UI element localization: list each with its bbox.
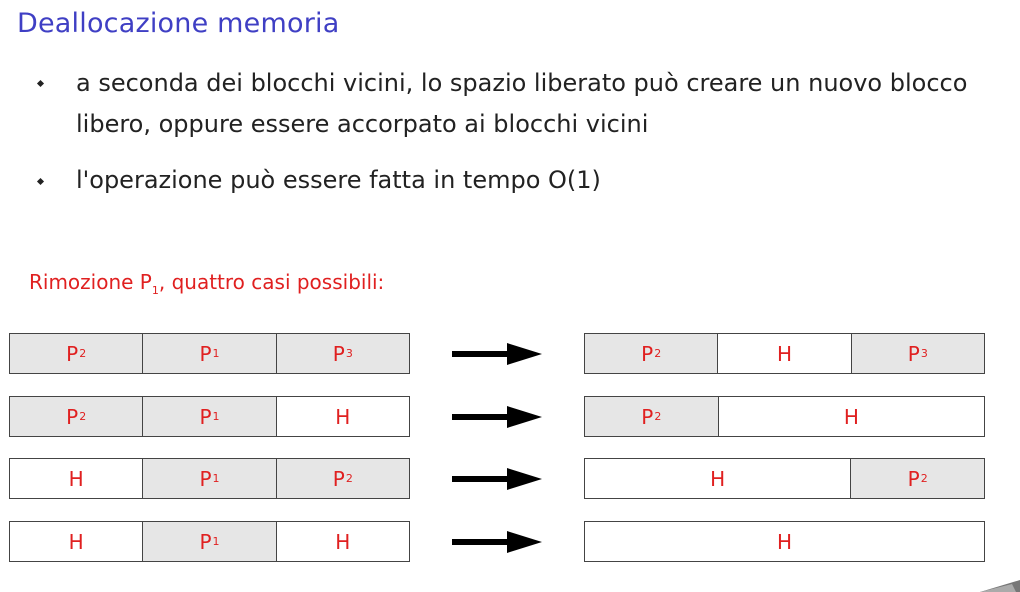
memory-row-before [9, 333, 410, 374]
block-subscript: 2 [79, 347, 87, 360]
block-subscript: 2 [654, 347, 662, 360]
caption-prefix: Rimozione P [29, 270, 152, 294]
block-subscript: 3 [345, 347, 353, 360]
bullet-item: l'operazione può essere fatta in tempo O(1) [76, 166, 601, 194]
hole-block [276, 522, 409, 561]
block-subscript: 2 [920, 472, 928, 485]
bullet-marker [37, 178, 44, 185]
block-label: P [641, 404, 654, 429]
hole-block [10, 459, 142, 498]
block-label: P [907, 341, 920, 366]
block-label: H [335, 404, 351, 429]
process-block [850, 459, 984, 498]
diagram-caption [29, 270, 384, 297]
process-block [585, 397, 718, 436]
process-block [142, 522, 275, 561]
block-subscript: 2 [345, 472, 353, 485]
memory-row-after [584, 333, 985, 374]
block-subscript: 1 [212, 347, 220, 360]
memory-row-after [584, 521, 985, 562]
hole-block [10, 522, 142, 561]
block-label: P [199, 341, 212, 366]
process-block [276, 334, 409, 373]
process-block [851, 334, 984, 373]
block-subscript: 2 [654, 410, 662, 423]
block-label: H [335, 529, 351, 554]
block-label: P [199, 529, 212, 554]
process-block [142, 397, 275, 436]
block-label: H [776, 341, 793, 366]
block-label: P [66, 404, 79, 429]
memory-row-after [584, 458, 985, 499]
right-arrow-icon [452, 342, 542, 366]
caption-suffix: , quattro casi possibili: [158, 270, 385, 294]
process-block [10, 334, 142, 373]
bullet-marker [37, 80, 44, 87]
caption-subscript: 1 [151, 284, 159, 297]
block-label: H [776, 529, 793, 554]
block-label: P [199, 404, 212, 429]
block-label: P [332, 466, 345, 491]
hole-block [585, 459, 850, 498]
process-block [276, 459, 409, 498]
block-label: P [907, 466, 920, 491]
block-label: H [710, 466, 726, 491]
hole-block [718, 397, 984, 436]
right-arrow-icon [452, 530, 542, 554]
block-label: H [68, 466, 84, 491]
right-arrow-icon [452, 405, 542, 429]
hole-block [276, 397, 409, 436]
memory-row-before [9, 396, 410, 437]
process-block [142, 459, 275, 498]
memory-row-after [584, 396, 985, 437]
process-block [142, 334, 275, 373]
block-label: P [641, 341, 654, 366]
block-label: P [66, 341, 79, 366]
block-subscript: 1 [212, 472, 220, 485]
slide-title: Deallocazione memoria [17, 8, 340, 39]
block-label: P [332, 341, 345, 366]
block-subscript: 2 [79, 410, 87, 423]
hole-block [585, 522, 984, 561]
memory-row-before [9, 458, 410, 499]
block-label: H [68, 529, 84, 554]
right-arrow-icon [452, 467, 542, 491]
page-corner-mark [978, 576, 1020, 592]
process-block [585, 334, 717, 373]
block-label: P [199, 466, 212, 491]
block-subscript: 3 [920, 347, 928, 360]
process-block [10, 397, 142, 436]
block-subscript: 1 [212, 410, 220, 423]
block-label: H [843, 404, 859, 429]
hole-block [717, 334, 850, 373]
bullet-item: a seconda dei blocchi vicini, lo spazio liberato può creare un nuovo blocco libero, oppure essere accorpato ai blocchi vicini [76, 69, 968, 138]
memory-row-before [9, 521, 410, 562]
block-subscript: 1 [212, 535, 220, 548]
